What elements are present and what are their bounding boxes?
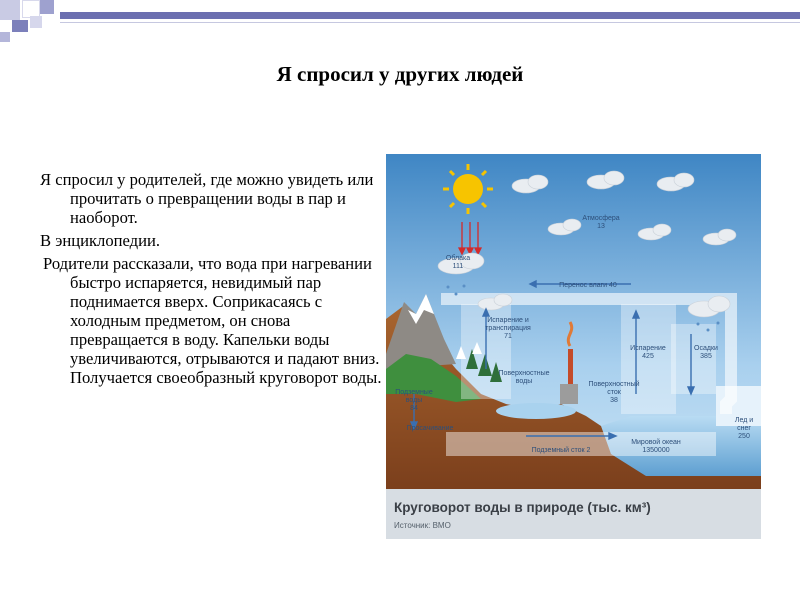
label-line: Мировой океан [631, 439, 681, 446]
label-line: Поверхностные [498, 370, 550, 377]
label-groundwater-runoff [532, 446, 591, 454]
deco-square [0, 32, 10, 42]
label-line: Облака [445, 255, 471, 262]
label-line: Осадки [694, 345, 718, 352]
label-line: 13 [597, 223, 605, 230]
label-seepage [407, 425, 454, 432]
paragraph: Я спросил у родителей, где можно увидеть или прочитать о превращении воды в пар и наоборот. [40, 170, 374, 227]
deco-square [0, 0, 20, 20]
label-line: Просачивание [406, 425, 454, 432]
water-cycle-illustration [386, 154, 761, 539]
label-line: Поверхностный [588, 381, 640, 388]
label-line: Испарение [630, 345, 666, 352]
deco-square [40, 0, 54, 14]
label-line: 425 [642, 353, 654, 360]
figure-source: Источник: ВМО [394, 521, 451, 530]
label-line: 84 [410, 405, 418, 412]
paragraph: В энциклопедии. [40, 231, 160, 250]
label-line: 111 [452, 263, 464, 270]
paragraph: Родители рассказали, что вода при нагревании быстро испаряется, невидимый пар поднимается вверх. Соприкасаясь с холодным предметом, он снова превращается в воду. Капельки воды увеличиваются, отрываются и падают вниз. Получается своеобразный круговорот воды. [43, 254, 382, 387]
header-rule [60, 22, 800, 23]
label-moisture-transfer [559, 282, 617, 289]
label-line: Перенос влаги 40 [559, 282, 617, 289]
label-line: Испарение и [487, 317, 529, 324]
label-line: воды [515, 378, 533, 385]
label-line: Подземные [395, 389, 433, 396]
figure-caption: Круговорот воды в природе (тыс. км³) [394, 500, 651, 515]
label-line: воды [405, 397, 423, 404]
label-line: Лед и [734, 417, 754, 424]
label-line: 1350000 [642, 447, 670, 454]
slide-title: Я спросил у других людей [276, 62, 524, 86]
deco-square [12, 20, 28, 32]
water-cycle-svg [386, 154, 761, 539]
label-line: Атмосфера [582, 215, 620, 222]
label-line: сток [607, 389, 621, 396]
header-bar [60, 12, 800, 19]
label-line: Подземный сток 2 [531, 447, 591, 454]
slide-body [40, 170, 385, 391]
label-line: 38 [610, 397, 618, 404]
label-line: 71 [504, 333, 512, 340]
deco-square [30, 16, 42, 28]
label-line: 385 [700, 353, 712, 360]
lake [496, 403, 576, 419]
label-line: транспирация [485, 325, 531, 332]
sunlight-arrows [459, 222, 481, 254]
label-line: снег [737, 425, 751, 432]
label-line: 250 [738, 433, 750, 440]
